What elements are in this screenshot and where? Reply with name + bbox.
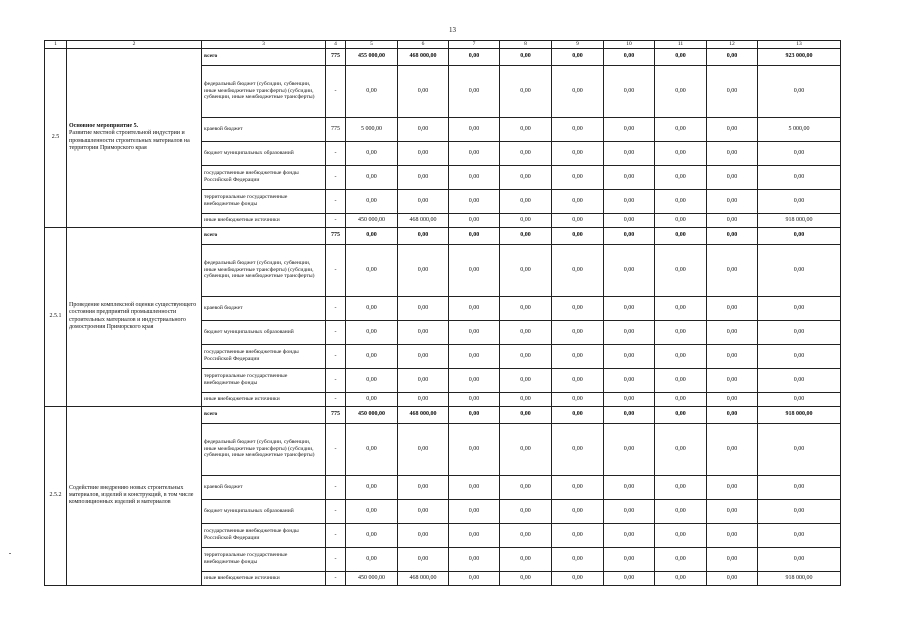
section-code: 2.5: [45, 48, 67, 227]
year-value: 0,00: [655, 423, 707, 475]
year-value: 0,00: [655, 392, 707, 406]
funding-source: бюджет муниципальных образований: [202, 499, 326, 523]
year-value: 0,00: [552, 406, 604, 423]
grbs-code: -: [326, 244, 346, 296]
section-title: Основное мероприятие 5.: [69, 123, 139, 130]
funding-source: территориальные государственные внебюджетные фонды: [202, 368, 326, 392]
year-value: 0,00: [552, 48, 604, 65]
year-value: 455 000,00: [346, 48, 398, 65]
grbs-code: -: [326, 523, 346, 547]
page-number: 13: [449, 26, 456, 34]
section-name-cell: [67, 406, 202, 585]
year-value: 0,00: [552, 117, 604, 141]
year-value: 468 000,00: [398, 571, 449, 585]
year-value: 0,00: [398, 547, 449, 571]
year-value: 0,00: [449, 227, 500, 244]
year-value: 0,00: [398, 320, 449, 344]
total-value: 0,00: [758, 368, 841, 392]
scan-mark: [9, 553, 11, 554]
total-value: 0,00: [758, 423, 841, 475]
column-number: 2: [67, 41, 202, 49]
column-number: 1: [45, 41, 67, 49]
grbs-code: 775: [326, 406, 346, 423]
year-value: 0,00: [500, 392, 552, 406]
year-value: 0,00: [707, 475, 758, 499]
year-value: 0,00: [707, 189, 758, 213]
column-number: 12: [707, 41, 758, 49]
grbs-code: -: [326, 423, 346, 475]
year-value: 0,00: [604, 189, 655, 213]
grbs-code: -: [326, 165, 346, 189]
funding-source: иные внебюджетные источники: [202, 571, 326, 585]
year-value: 0,00: [707, 65, 758, 117]
total-value: 0,00: [758, 344, 841, 368]
total-value: 0,00: [758, 523, 841, 547]
year-value: 0,00: [500, 547, 552, 571]
year-value: 0,00: [707, 344, 758, 368]
year-value: 0,00: [552, 320, 604, 344]
funding-source: иные внебюджетные источники: [202, 213, 326, 227]
year-value: 0,00: [707, 117, 758, 141]
year-value: 0,00: [500, 189, 552, 213]
funding-source: государственные внебюджетные фонды Российской Федерации: [202, 523, 326, 547]
year-value: 0,00: [346, 344, 398, 368]
section-code: 2.5.1: [45, 227, 67, 406]
year-value: 0,00: [449, 65, 500, 117]
table-row: [45, 406, 841, 423]
year-value: 0,00: [449, 48, 500, 65]
funding-source: всего: [202, 227, 326, 244]
grbs-code: 775: [326, 48, 346, 65]
total-value: 0,00: [758, 244, 841, 296]
year-value: 0,00: [346, 368, 398, 392]
year-value: 0,00: [449, 141, 500, 165]
grbs-code: -: [326, 296, 346, 320]
column-number: 7: [449, 41, 500, 49]
total-value: 0,00: [758, 320, 841, 344]
total-value: 918 000,00: [758, 213, 841, 227]
year-value: 0,00: [346, 165, 398, 189]
year-value: 0,00: [346, 65, 398, 117]
grbs-code: -: [326, 499, 346, 523]
year-value: 0,00: [449, 571, 500, 585]
total-value: 0,00: [758, 165, 841, 189]
year-value: 0,00: [398, 523, 449, 547]
funding-source: иные внебюджетные источники: [202, 392, 326, 406]
total-value: 0,00: [758, 499, 841, 523]
year-value: 0,00: [655, 165, 707, 189]
year-value: 0,00: [398, 189, 449, 213]
funding-source: бюджет муниципальных образований: [202, 320, 326, 344]
year-value: 0,00: [604, 296, 655, 320]
column-number: 10: [604, 41, 655, 49]
column-number: 11: [655, 41, 707, 49]
year-value: 0,00: [500, 213, 552, 227]
year-value: 0,00: [604, 392, 655, 406]
column-number: 13: [758, 41, 841, 49]
year-value: 0,00: [655, 368, 707, 392]
year-value: 0,00: [655, 406, 707, 423]
year-value: 0,00: [604, 320, 655, 344]
year-value: 0,00: [346, 320, 398, 344]
year-value: 0,00: [449, 499, 500, 523]
year-value: 0,00: [500, 344, 552, 368]
year-value: 0,00: [500, 571, 552, 585]
year-value: 450 000,00: [346, 213, 398, 227]
section-name: Развитие местной строительной индустрии и промышленности строительных материалов на территории Приморского края: [69, 130, 190, 151]
year-value: 0,00: [604, 571, 655, 585]
year-value: 0,00: [604, 165, 655, 189]
year-value: 0,00: [655, 213, 707, 227]
year-value: 0,00: [500, 65, 552, 117]
year-value: 0,00: [552, 213, 604, 227]
year-value: 0,00: [346, 296, 398, 320]
year-value: 468 000,00: [398, 406, 449, 423]
year-value: 0,00: [346, 392, 398, 406]
year-value: 0,00: [398, 499, 449, 523]
funding-source: краевой бюджет: [202, 296, 326, 320]
year-value: 0,00: [500, 141, 552, 165]
column-number: 8: [500, 41, 552, 49]
year-value: 0,00: [449, 320, 500, 344]
year-value: 0,00: [655, 499, 707, 523]
year-value: 468 000,00: [398, 213, 449, 227]
year-value: 0,00: [604, 547, 655, 571]
year-value: 0,00: [552, 65, 604, 117]
total-value: 918 000,00: [758, 571, 841, 585]
year-value: 0,00: [655, 117, 707, 141]
year-value: 0,00: [449, 547, 500, 571]
grbs-code: -: [326, 65, 346, 117]
year-value: 0,00: [500, 117, 552, 141]
year-value: 0,00: [552, 571, 604, 585]
year-value: 0,00: [604, 117, 655, 141]
column-number: 9: [552, 41, 604, 49]
year-value: 0,00: [449, 244, 500, 296]
year-value: 0,00: [655, 296, 707, 320]
year-value: 0,00: [707, 499, 758, 523]
year-value: 0,00: [398, 117, 449, 141]
year-value: 0,00: [398, 296, 449, 320]
year-value: 0,00: [449, 189, 500, 213]
year-value: 0,00: [604, 368, 655, 392]
section-name: Содействие внедрению новых строительных материалов, изделий и конструкций, в том числе композиционных изделий и материалов: [69, 484, 194, 506]
year-value: 0,00: [552, 368, 604, 392]
year-value: 0,00: [398, 368, 449, 392]
year-value: 0,00: [398, 423, 449, 475]
year-value: 0,00: [500, 165, 552, 189]
year-value: 0,00: [398, 141, 449, 165]
year-value: 0,00: [398, 344, 449, 368]
year-value: 0,00: [346, 423, 398, 475]
year-value: 0,00: [707, 523, 758, 547]
year-value: 0,00: [707, 48, 758, 65]
year-value: 0,00: [707, 547, 758, 571]
grbs-code: -: [326, 213, 346, 227]
funding-source: бюджет муниципальных образований: [202, 141, 326, 165]
year-value: 0,00: [604, 499, 655, 523]
year-value: 0,00: [500, 320, 552, 344]
year-value: 0,00: [346, 547, 398, 571]
table-row: [45, 227, 841, 244]
year-value: 0,00: [500, 499, 552, 523]
total-value: 0,00: [758, 392, 841, 406]
year-value: 0,00: [655, 48, 707, 65]
funding-source: государственные внебюджетные фонды Российской Федерации: [202, 165, 326, 189]
funding-source: всего: [202, 406, 326, 423]
year-value: 0,00: [604, 213, 655, 227]
year-value: 0,00: [346, 499, 398, 523]
section-code: 2.5.2: [45, 406, 67, 585]
year-value: 0,00: [346, 523, 398, 547]
column-number: 5: [346, 41, 398, 49]
funding-source: краевой бюджет: [202, 117, 326, 141]
year-value: 0,00: [500, 244, 552, 296]
year-value: 0,00: [604, 227, 655, 244]
year-value: 0,00: [398, 244, 449, 296]
year-value: 0,00: [604, 406, 655, 423]
total-value: 0,00: [758, 141, 841, 165]
year-value: 0,00: [500, 475, 552, 499]
column-number-row: [45, 41, 841, 49]
year-value: 0,00: [552, 165, 604, 189]
funding-source: территориальные государственные внебюджетные фонды: [202, 189, 326, 213]
grbs-code: -: [326, 189, 346, 213]
year-value: 0,00: [655, 244, 707, 296]
year-value: 450 000,00: [346, 571, 398, 585]
total-value: 0,00: [758, 296, 841, 320]
year-value: 0,00: [500, 368, 552, 392]
year-value: 0,00: [346, 189, 398, 213]
year-value: 0,00: [449, 165, 500, 189]
year-value: 0,00: [655, 320, 707, 344]
funding-source: федеральный бюджет (субсидии, субвенции, иные межбюджетные трансферты) (субсидии, субвенции, иные межбюджетные трансферты): [202, 65, 326, 117]
year-value: 0,00: [500, 423, 552, 475]
year-value: 0,00: [707, 244, 758, 296]
total-value: 923 000,00: [758, 48, 841, 65]
year-value: 0,00: [707, 320, 758, 344]
year-value: 0,00: [346, 475, 398, 499]
grbs-code: 775: [326, 227, 346, 244]
grbs-code: -: [326, 368, 346, 392]
year-value: 0,00: [707, 296, 758, 320]
grbs-code: 775: [326, 117, 346, 141]
year-value: 468 000,00: [398, 48, 449, 65]
year-value: 0,00: [604, 344, 655, 368]
year-value: 0,00: [707, 368, 758, 392]
grbs-code: -: [326, 571, 346, 585]
year-value: 0,00: [707, 227, 758, 244]
year-value: 0,00: [398, 165, 449, 189]
year-value: 0,00: [552, 344, 604, 368]
year-value: 0,00: [500, 523, 552, 547]
funding-source: всего: [202, 48, 326, 65]
year-value: 0,00: [398, 475, 449, 499]
funding-source: краевой бюджет: [202, 475, 326, 499]
column-number: 4: [326, 41, 346, 49]
grbs-code: -: [326, 475, 346, 499]
year-value: 0,00: [346, 141, 398, 165]
year-value: 450 000,00: [346, 406, 398, 423]
year-value: 0,00: [707, 141, 758, 165]
total-value: 0,00: [758, 189, 841, 213]
year-value: 0,00: [552, 523, 604, 547]
year-value: 0,00: [449, 523, 500, 547]
year-value: 0,00: [552, 189, 604, 213]
total-value: 5 000,00: [758, 117, 841, 141]
year-value: 0,00: [655, 227, 707, 244]
year-value: 0,00: [655, 141, 707, 165]
section-name: Проведение комплексной оценки существующего состояния предприятий промышленности строительных материалов и индустриального домостроения Приморского края: [69, 302, 197, 330]
grbs-code: -: [326, 392, 346, 406]
total-value: 918 000,00: [758, 406, 841, 423]
grbs-code: -: [326, 344, 346, 368]
year-value: 0,00: [707, 571, 758, 585]
year-value: 0,00: [449, 117, 500, 141]
year-value: 0,00: [449, 392, 500, 406]
grbs-code: -: [326, 141, 346, 165]
year-value: 0,00: [449, 475, 500, 499]
year-value: 0,00: [655, 571, 707, 585]
year-value: 0,00: [500, 227, 552, 244]
year-value: 0,00: [655, 189, 707, 213]
year-value: 0,00: [552, 423, 604, 475]
total-value: 0,00: [758, 475, 841, 499]
year-value: 0,00: [655, 344, 707, 368]
year-value: 0,00: [655, 475, 707, 499]
year-value: 0,00: [707, 392, 758, 406]
year-value: 0,00: [398, 65, 449, 117]
year-value: 0,00: [707, 213, 758, 227]
year-value: 0,00: [707, 165, 758, 189]
year-value: 0,00: [449, 368, 500, 392]
total-value: 0,00: [758, 227, 841, 244]
section-name-cell: [67, 227, 202, 406]
table-row: [45, 48, 841, 65]
year-value: 0,00: [398, 392, 449, 406]
year-value: 0,00: [604, 475, 655, 499]
year-value: 0,00: [500, 296, 552, 320]
year-value: 0,00: [552, 227, 604, 244]
year-value: 0,00: [398, 227, 449, 244]
grbs-code: -: [326, 320, 346, 344]
year-value: 0,00: [552, 296, 604, 320]
year-value: 0,00: [655, 65, 707, 117]
funding-source: федеральный бюджет (субсидии, субвенции, иные межбюджетные трансферты) (субсидии, субвенции, иные межбюджетные трансферты): [202, 244, 326, 296]
section-name-cell: [67, 48, 202, 227]
year-value: 5 000,00: [346, 117, 398, 141]
year-value: 0,00: [707, 423, 758, 475]
year-value: 0,00: [552, 475, 604, 499]
year-value: 0,00: [449, 213, 500, 227]
column-number: 6: [398, 41, 449, 49]
funding-table: [44, 40, 841, 586]
year-value: 0,00: [449, 423, 500, 475]
funding-source: государственные внебюджетные фонды Российской Федерации: [202, 344, 326, 368]
year-value: 0,00: [604, 423, 655, 475]
total-value: 0,00: [758, 547, 841, 571]
year-value: 0,00: [552, 392, 604, 406]
year-value: 0,00: [552, 499, 604, 523]
year-value: 0,00: [655, 523, 707, 547]
year-value: 0,00: [500, 48, 552, 65]
year-value: 0,00: [604, 48, 655, 65]
year-value: 0,00: [552, 547, 604, 571]
year-value: 0,00: [449, 344, 500, 368]
year-value: 0,00: [604, 523, 655, 547]
year-value: 0,00: [500, 406, 552, 423]
year-value: 0,00: [604, 65, 655, 117]
column-number: 3: [202, 41, 326, 49]
funding-source: федеральный бюджет (субсидии, субвенции, иные межбюджетные трансферты) (субсидии, субвенции, иные межбюджетные трансферты): [202, 423, 326, 475]
year-value: 0,00: [552, 141, 604, 165]
year-value: 0,00: [552, 244, 604, 296]
year-value: 0,00: [346, 227, 398, 244]
total-value: 0,00: [758, 65, 841, 117]
year-value: 0,00: [449, 406, 500, 423]
year-value: 0,00: [707, 406, 758, 423]
funding-source: территориальные государственные внебюджетные фонды: [202, 547, 326, 571]
year-value: 0,00: [604, 244, 655, 296]
year-value: 0,00: [346, 244, 398, 296]
year-value: 0,00: [449, 296, 500, 320]
year-value: 0,00: [604, 141, 655, 165]
year-value: 0,00: [655, 547, 707, 571]
grbs-code: -: [326, 547, 346, 571]
